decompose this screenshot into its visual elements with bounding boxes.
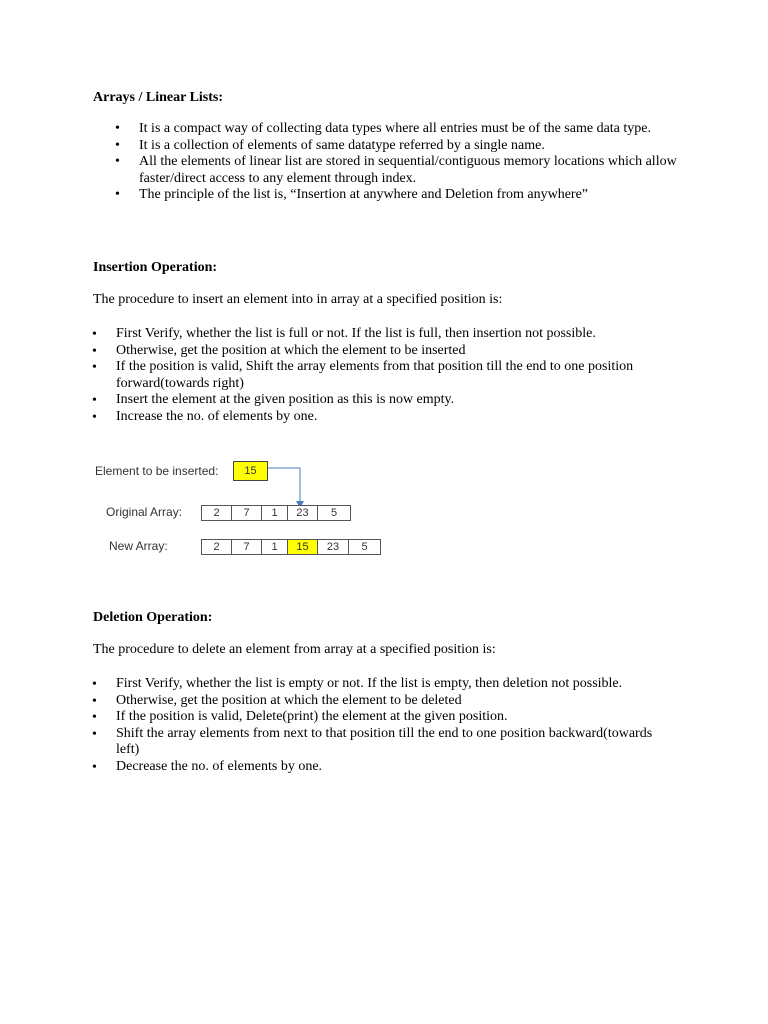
original-array-cell: 5 [317,505,351,521]
new-array-cell: 23 [317,539,349,555]
list-item: • Shift the array elements from next to that position till the end to one position backward(towards left) [116,726,656,759]
original-array-cell: 2 [201,505,232,521]
original-array-label: Original Array: [106,505,183,519]
list-item: • If the position is valid, Delete(print) the element at the given position. [116,709,656,726]
insertion-bullet-list [116,326,676,426]
arrays-bullet-list [139,121,684,204]
new-array-cell: 5 [348,539,381,555]
new-array-cell: 1 [261,539,288,555]
new-array-inserted-cell: 15 [287,539,318,555]
insertion-heading: Insertion Operation: [93,260,218,275]
original-array-cell: 7 [231,505,262,521]
original-array-cell: 23 [287,505,318,521]
list-item: • Otherwise, get the position at which the element to be deleted [116,693,656,710]
deletion-bullet-list [116,676,656,776]
original-array-cell: 1 [261,505,288,521]
list-item: • Decrease the no. of elements by one. [116,759,656,776]
insertion-diagram [95,458,395,563]
arrays-heading: Arrays / Linear Lists: [93,90,224,105]
list-item: • If the position is valid, Shift the array elements from that position till the end to one position forward(towards right) [116,359,676,392]
new-array-cell: 2 [201,539,232,555]
new-array-label: New Array: [109,539,168,553]
list-item: • It is a compact way of collecting data types where all entries must be of the same data type. [139,121,684,138]
new-array-cell: 7 [231,539,262,555]
element-to-insert-box: 15 [233,461,268,481]
list-item: • The principle of the list is, “Insertion at anywhere and Deletion from anywhere” [139,187,684,204]
deletion-heading: Deletion Operation: [93,610,213,625]
list-item: • All the elements of linear list are stored in sequential/contiguous memory locations which allow faster/direct access to any element through index. [139,154,684,187]
list-item: • Increase the no. of elements by one. [116,409,676,426]
insertion-intro: The procedure to insert an element into in array at a specified position is: [93,292,503,307]
list-item: • Otherwise, get the position at which the element to be inserted [116,343,676,360]
list-item: • It is a collection of elements of same datatype referred by a single name. [139,138,684,155]
list-item: • Insert the element at the given position as this is now empty. [116,392,676,409]
list-item: • First Verify, whether the list is empty or not. If the list is empty, then deletion not possible. [116,676,656,693]
element-to-insert-label: Element to be inserted: [95,464,219,478]
deletion-intro: The procedure to delete an element from array at a specified position is: [93,642,496,657]
list-item: • First Verify, whether the list is full or not. If the list is full, then insertion not possible. [116,326,676,343]
